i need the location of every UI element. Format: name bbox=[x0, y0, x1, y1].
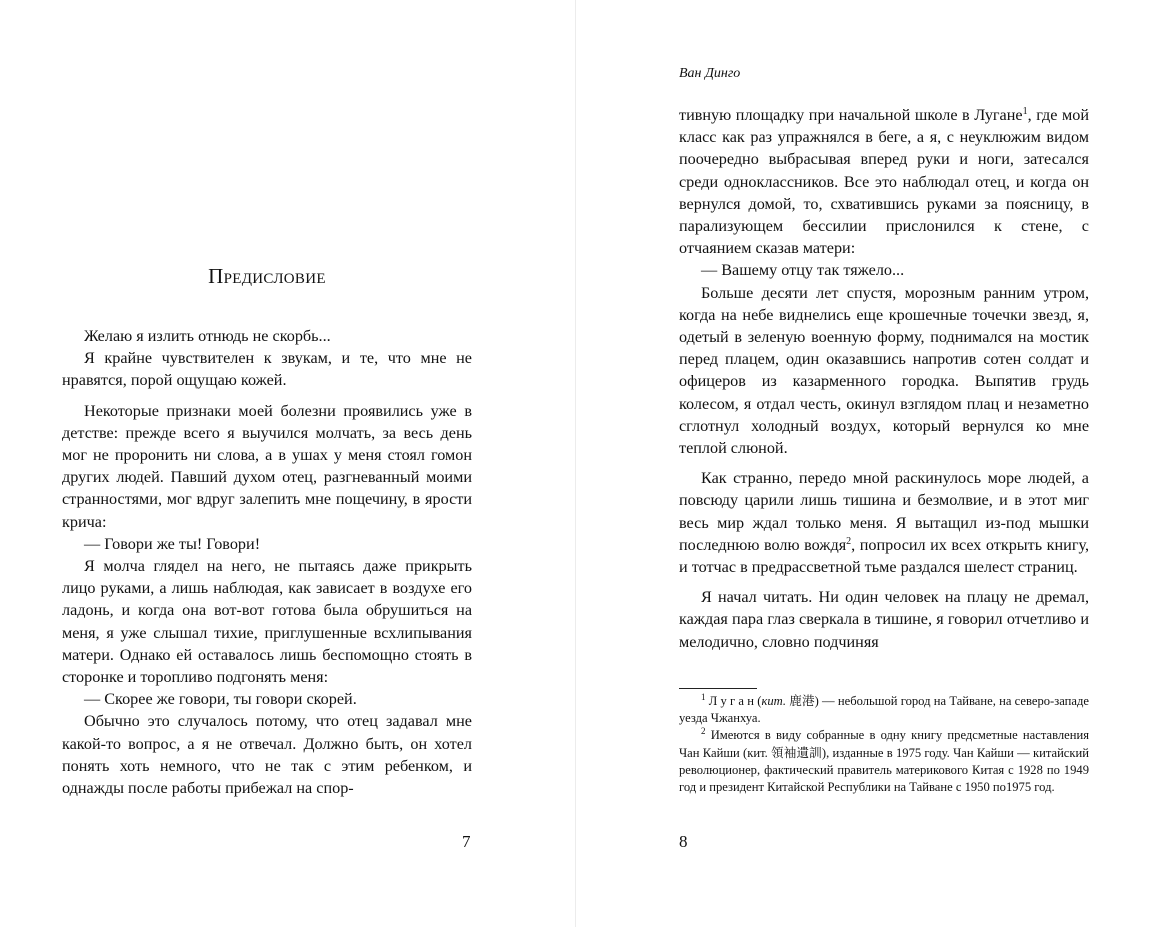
page-number: 8 bbox=[679, 832, 688, 851]
running-head: Ван Динго bbox=[679, 66, 741, 81]
paragraph: Желаю я излить отнюдь не скорбь... bbox=[84, 327, 331, 345]
footnote-text: Имеются в виду собранные в одну книгу предсметные наставления Чан Кайши (кит. 領袖遺訓), изданные в 1975 году. Чан Кайши — китайский революционер, фактический правитель материкового Китая с 1928 по 1949 год и президент Китайской Республики на Тайване с 1950 по1975 год. bbox=[679, 728, 1089, 795]
footnote-term: Л у г а н bbox=[708, 694, 754, 708]
right-page-text bbox=[679, 104, 1089, 653]
left-page-text bbox=[62, 325, 472, 799]
footnote-lang-label: кит. bbox=[761, 694, 787, 708]
footnote-rule bbox=[679, 688, 757, 689]
paragraph: Я начал читать. Ни один человек на плацу не дремал, каждая пара глаз сверкала в тишине, я говорил отчетливо и мелодично, словно подчиняя bbox=[679, 588, 1089, 651]
paragraph: Больше десяти лет спустя, морозным ранним утром, когда на небе виднелись еще крошечные точечки звезд, я, одетый в зеленую военную форму, поднимался на мостик перед плацем, один оказавшись напротив сотен солдат и офицеров из казарменного городка. Выпятив грудь колесом, я отдал честь, окинул взглядом плац и незаметно сглотнул холодный воздух, который вернулся ко мне теплой слюной. bbox=[679, 283, 1089, 458]
paragraph bbox=[679, 467, 1089, 578]
text-run: , попросил их всех открыть книгу, и тотчас в предрассветной тьме раздался шелест страниц. bbox=[679, 535, 1089, 577]
left-page bbox=[0, 0, 575, 927]
footnote-marker: 1 bbox=[701, 692, 706, 702]
paragraph: Я крайне чувствителен к звукам, и те, что мне не нравятся, порой ощущаю кожей. bbox=[62, 349, 472, 390]
text-run: 鹿港 bbox=[786, 694, 815, 708]
dialogue-line: — Скорее же говори, ты говори скорей. bbox=[84, 690, 357, 709]
dialogue-line: — Вашему отцу так тяжело... bbox=[701, 261, 905, 280]
footnotes bbox=[679, 693, 1089, 796]
page-number: 7 bbox=[462, 832, 471, 851]
footnote-ref: 1 bbox=[1022, 106, 1028, 117]
text-run: Как странно, передо мной раскинулось море людей, а повсюду царили лишь тишина и безмолвие, и в этот миг весь мир ждал только меня. Я вытащил из-под мышки последнюю волю вождя bbox=[679, 469, 1089, 554]
footnote bbox=[679, 693, 1089, 727]
text-run: ) — небольшой город на Тайване, на северо-западе уезда Чжанхуа. bbox=[679, 694, 1089, 726]
footnote-marker: 2 bbox=[701, 726, 706, 737]
paragraph: Я молча глядел на него, не пытаясь даже прикрыть лицо руками, а лишь наблюдая, как зависает в воздухе его ладонь, и когда она вот-вот готова была обрушиться на меня, я уже слышал тихие, приглушенные всхлипывания матери. Однако ей оставалось лишь беспомощно стоять в сторонке и торопливо подгонять меня: bbox=[62, 557, 472, 687]
paragraph: Обычно это случалось потому, что отец задавал мне какой-то вопрос, а я не отвечал. Должно быть, он хотел понять хоть немного, что не так с этим ребенком, и однажды после работы прибежал на спор- bbox=[62, 712, 472, 798]
footnote bbox=[679, 727, 1089, 796]
dialogue-line: — Говори же ты! Говори! bbox=[84, 534, 261, 553]
paragraph bbox=[679, 104, 1089, 259]
chapter-title: Предисловие bbox=[208, 264, 326, 288]
right-page bbox=[576, 0, 1153, 927]
text-run: ( bbox=[754, 694, 762, 708]
text-run: , где мой класс как раз упражнялся в беге, а я, с неуклюжим видом поочередно выбрасывая вперед руки и ноги, затесался среди одноклассников. Все это наблюдал отец, и когда он вернулся домой, то, схватившись руками за поясницу, в парализующем бессилии прислонился к стене, с отчаянием сказав матери: bbox=[679, 106, 1089, 258]
text-run: тивную площадку при начальной школе в Лугане bbox=[679, 106, 1023, 124]
footnote-ref: 2 bbox=[846, 535, 852, 547]
paragraph: Некоторые признаки моей болезни проявились уже в детстве: прежде всего я выучился молчать, за весь день мог не проронить ни слова, а в ушах у меня стоял гомон других людей. Павший духом отец, разгневанный моими странностями, мог вдруг залепить мне пощечину, в ярости крича: bbox=[62, 401, 472, 531]
